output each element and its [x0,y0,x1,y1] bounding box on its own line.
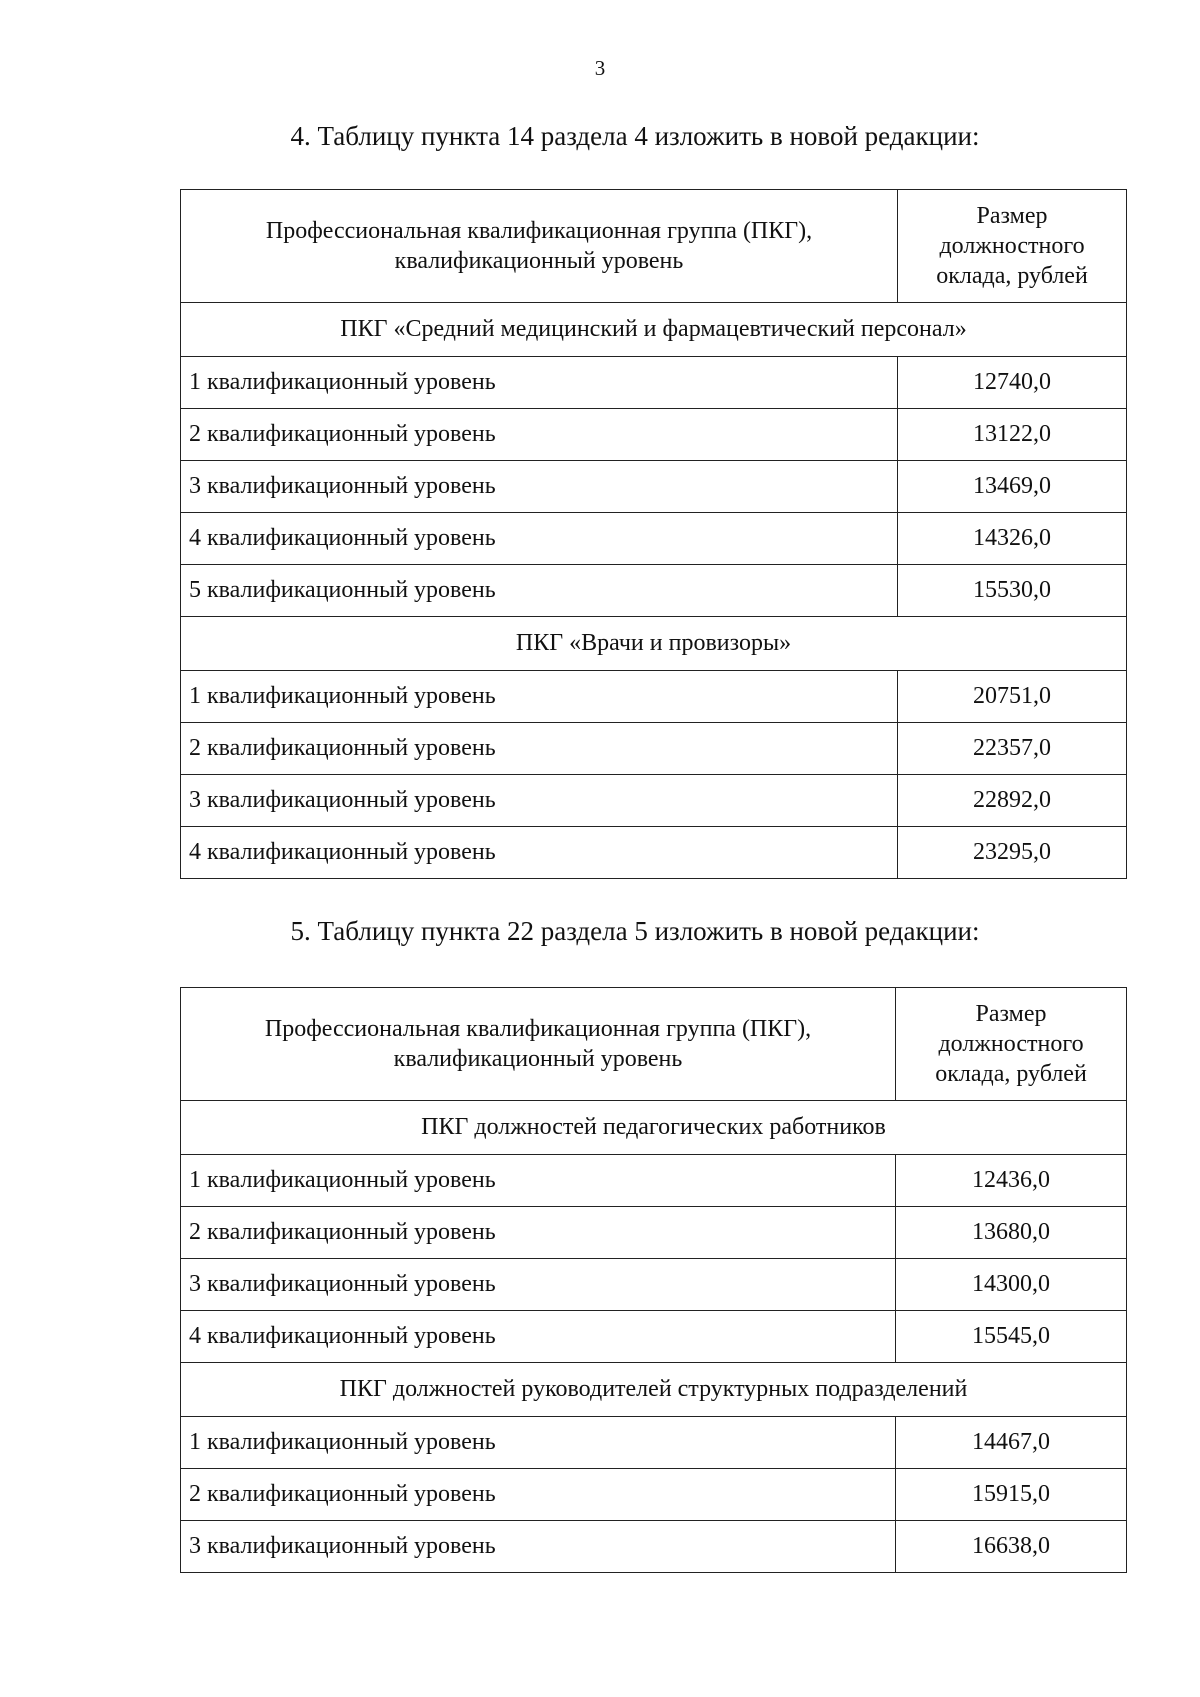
header-amount-cell: Размер должностного оклада, рублей [898,190,1127,303]
level-cell: 3 квалификационный уровень [181,775,898,827]
level-cell: 5 квалификационный уровень [181,565,898,617]
table-row [181,1207,1127,1259]
group-row [181,303,1127,357]
salary-table-body [181,988,1127,1573]
table-row [181,1311,1127,1363]
group-row [181,1363,1127,1417]
level-cell: 1 квалификационный уровень [181,1155,896,1207]
salary-value-cell: 15545,0 [896,1311,1127,1363]
salary-value-cell: 23295,0 [898,827,1127,879]
table-row [181,565,1127,617]
salary-value-cell: 12436,0 [896,1155,1127,1207]
table-row [181,775,1127,827]
salary-value-cell: 20751,0 [898,671,1127,723]
salary-value-cell: 13680,0 [896,1207,1127,1259]
section-5-heading: 5. Таблицу пункта 22 раздела 5 изложить в новой редакции: [290,916,980,946]
level-cell: 2 квалификационный уровень [181,1207,896,1259]
table-row [181,409,1127,461]
salary-value-cell: 15915,0 [896,1469,1127,1521]
salary-value-cell: 22892,0 [898,775,1127,827]
level-cell: 4 квалификационный уровень [181,827,898,879]
salary-value-cell: 14326,0 [898,513,1127,565]
salary-value-cell: 22357,0 [898,723,1127,775]
table-row [181,1469,1127,1521]
salary-value-cell: 14300,0 [896,1259,1127,1311]
level-cell: 1 квалификационный уровень [181,357,898,409]
level-cell: 3 квалификационный уровень [181,1521,896,1573]
group-title-cell: ПКГ «Врачи и провизоры» [181,617,1127,671]
group-title-cell: ПКГ должностей руководителей структурных подразделений [181,1363,1127,1417]
header-amount-cell: Размер должностного оклада, рублей [896,988,1127,1101]
level-cell: 4 квалификационный уровень [181,1311,896,1363]
group-row [181,617,1127,671]
salary-value-cell: 12740,0 [898,357,1127,409]
table-row [181,1521,1127,1573]
table-row [181,357,1127,409]
level-cell: 4 квалификационный уровень [181,513,898,565]
level-cell: 3 квалификационный уровень [181,1259,896,1311]
salary-value-cell: 14467,0 [896,1417,1127,1469]
level-cell: 2 квалификационный уровень [181,723,898,775]
group-row [181,1101,1127,1155]
table-row [181,1259,1127,1311]
salary-table-body [181,190,1127,879]
table-row [181,1155,1127,1207]
salary-value-cell: 15530,0 [898,565,1127,617]
table-row [181,461,1127,513]
salary-value-cell: 16638,0 [896,1521,1127,1573]
section-4-heading: 4. Таблицу пункта 14 раздела 4 изложить в новой редакции: [290,121,980,151]
level-cell: 3 квалификационный уровень [181,461,898,513]
level-cell: 2 квалификационный уровень [181,409,898,461]
salary-value-cell: 13122,0 [898,409,1127,461]
group-title-cell: ПКГ должностей педагогических работников [181,1101,1127,1155]
table-row [181,827,1127,879]
table-row [181,1417,1127,1469]
page-number: 3 [594,56,606,80]
level-cell: 1 квалификационный уровень [181,1417,896,1469]
table-row [181,513,1127,565]
table-header-row [181,988,1127,1101]
salary-value-cell: 13469,0 [898,461,1127,513]
table-header-row [181,190,1127,303]
table-row [181,671,1127,723]
table-row [181,723,1127,775]
salary-table-section-5 [180,987,1127,1573]
level-cell: 1 квалификационный уровень [181,671,898,723]
level-cell: 2 квалификационный уровень [181,1469,896,1521]
header-group-cell: Профессиональная квалификационная группа (ПКГ), квалификационный уровень [181,988,896,1101]
header-group-cell: Профессиональная квалификационная группа (ПКГ), квалификационный уровень [181,190,898,303]
salary-table-section-4 [180,189,1127,879]
group-title-cell: ПКГ «Средний медицинский и фармацевтический персонал» [181,303,1127,357]
